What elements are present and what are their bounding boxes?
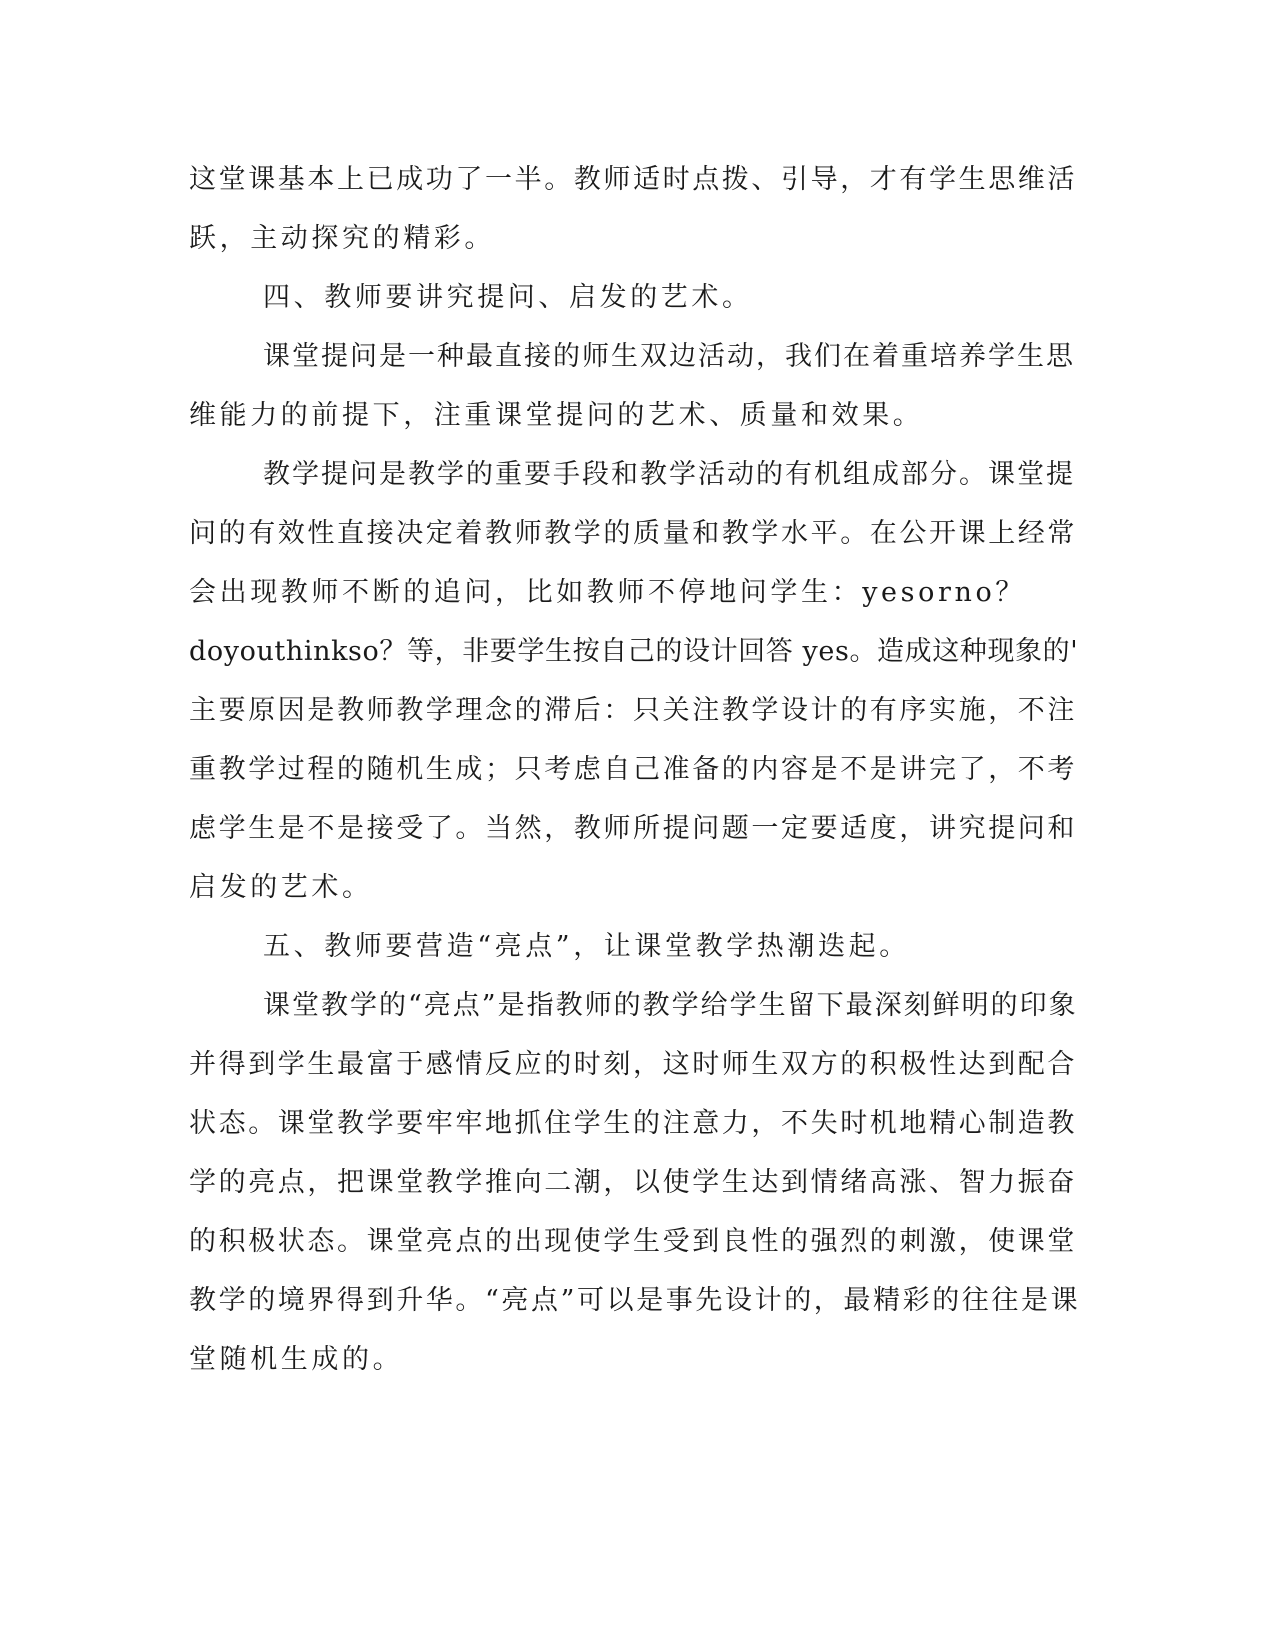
- text-line: 教学的境界得到升华。“亮点”可以是事先设计的，最精彩的往往是课: [189, 1285, 1081, 1316]
- text-line: 启发的艺术。: [189, 872, 373, 903]
- text-line: doyouthinkso？等，非要学生按自己的设计回答 yes。造成这种现象的': [189, 636, 1079, 667]
- section-heading-4: 四、教师要讲究提问、启发的艺术。: [263, 282, 753, 313]
- text-line: 课堂提问是一种最直接的师生双边活动，我们在着重培养学生思: [263, 341, 1075, 372]
- text-line: 维能力的前提下，注重课堂提问的艺术、质量和效果。: [189, 400, 924, 431]
- section-heading-5: 五、教师要营造“亮点”，让课堂教学热潮迭起。: [263, 931, 910, 962]
- text-line: 虑学生是不是接受了。当然，教师所提问题一定要适度，讲究提问和: [189, 813, 1077, 844]
- text-line: 堂随机生成的。: [189, 1344, 404, 1375]
- text-line: 会出现教师不断的追问，比如教师不停地问学生：yesorno？: [189, 577, 1026, 608]
- text-line: 并得到学生最富于感情反应的时刻，这时师生双方的积极性达到配合: [189, 1049, 1077, 1080]
- text-line: 问的有效性直接决定着教师教学的质量和教学水平。在公开课上经常: [189, 518, 1077, 549]
- text-line: 的积极状态。课堂亮点的出现使学生受到良性的强烈的刺激，使课堂: [189, 1226, 1077, 1257]
- text-line: 课堂教学的“亮点”是指教师的教学给学生留下最深刻鲜明的印象: [263, 990, 1078, 1021]
- text-line: 教学提问是教学的重要手段和教学活动的有机组成部分。课堂提: [263, 459, 1075, 490]
- text-line: 主要原因是教师教学理念的滞后：只关注教学设计的有序实施，不注: [189, 695, 1077, 726]
- text-line: 这堂课基本上已成功了一半。教师适时点拨、引导，才有学生思维活: [189, 164, 1077, 195]
- text-line: 重教学过程的随机生成；只考虑自己准备的内容是不是讲完了，不考: [189, 754, 1077, 785]
- text-line: 学的亮点，把课堂教学推向二潮，以使学生达到情绪高涨、智力振奋: [189, 1167, 1077, 1198]
- text-line: 状态。课堂教学要牢牢地抓住学生的注意力，不失时机地精心制造教: [189, 1108, 1077, 1139]
- text-line: 跃，主动探究的精彩。: [189, 223, 495, 254]
